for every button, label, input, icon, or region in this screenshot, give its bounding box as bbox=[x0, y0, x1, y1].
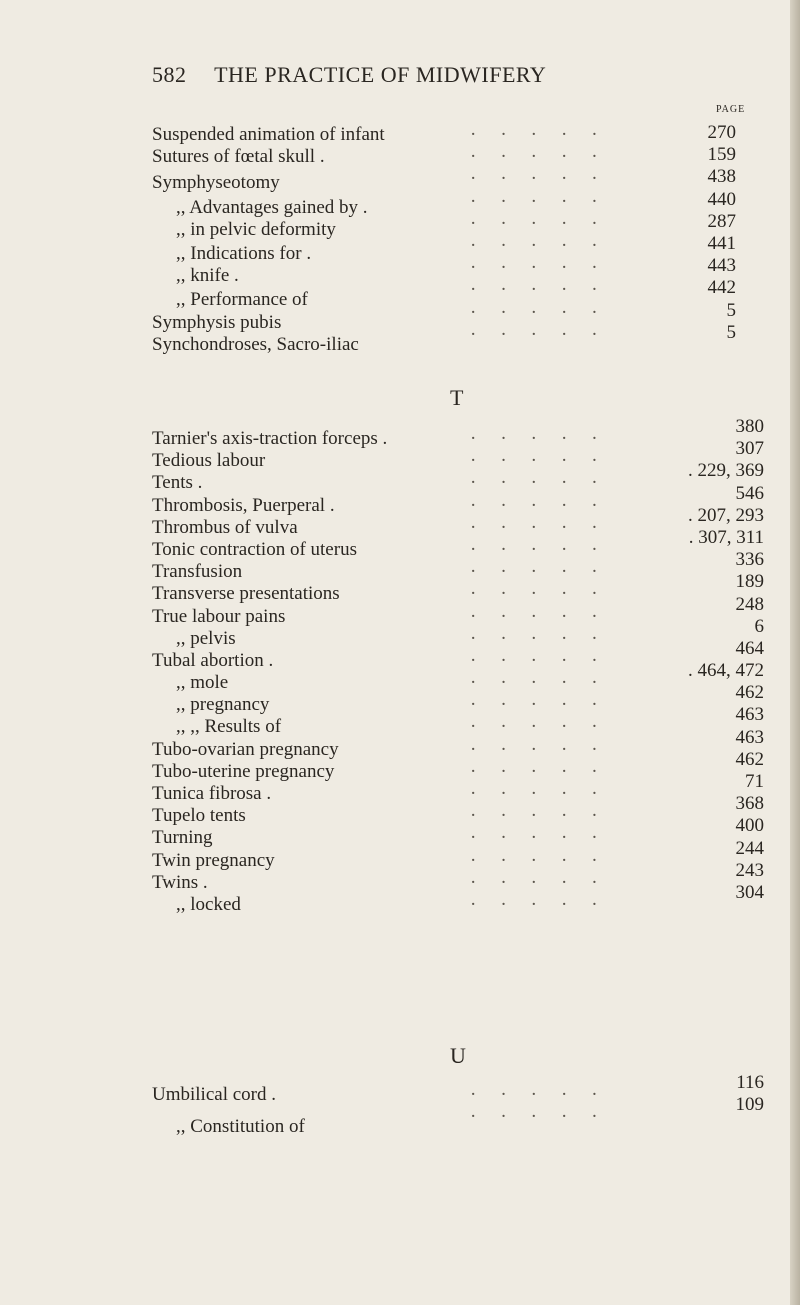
index-term: Thrombus of vulva bbox=[152, 516, 298, 538]
leader-dots: ····· bbox=[470, 538, 622, 560]
index-section-u bbox=[0, 1072, 790, 1138]
index-page-ref: 462 bbox=[735, 682, 764, 704]
index-term: Suspended animation of infant bbox=[152, 124, 385, 145]
index-page-ref: 6 bbox=[754, 615, 764, 637]
index-entry bbox=[0, 146, 790, 168]
index-term: Tonic contraction of uterus bbox=[152, 538, 357, 560]
index-page-ref: 307 bbox=[735, 438, 764, 460]
leader-dots: ····· bbox=[470, 694, 622, 716]
index-page-ref: 5 bbox=[726, 299, 736, 321]
leader-dots: ····· bbox=[470, 450, 622, 472]
index-page-ref: 248 bbox=[735, 593, 764, 615]
index-entry bbox=[0, 166, 790, 194]
leader-dots: ····· bbox=[470, 583, 622, 605]
index-entry bbox=[0, 188, 790, 218]
leader-dots: ····· bbox=[470, 190, 622, 212]
index-page-ref: 5 bbox=[726, 321, 736, 343]
index-term: ,, Indications for . bbox=[176, 242, 312, 264]
book-title: THE PRACTICE OF MIDWIFERY bbox=[214, 62, 547, 87]
index-term: Thrombosis, Puerperal . bbox=[152, 494, 335, 516]
index-term: Symphyseotomy bbox=[152, 172, 280, 194]
leader-dots: ····· bbox=[470, 805, 622, 827]
index-entry bbox=[0, 124, 790, 146]
index-page-ref: 71 bbox=[745, 771, 764, 792]
leader-dots: ····· bbox=[470, 323, 622, 345]
index-page-ref: 159 bbox=[707, 144, 736, 166]
index-term: Tunica fibrosa . bbox=[152, 783, 272, 804]
index-term: Synchondroses, Sacro-iliac bbox=[152, 333, 359, 355]
leader-dots: ····· bbox=[470, 301, 622, 323]
index-entry bbox=[0, 1072, 790, 1106]
index-page-ref: 380 bbox=[735, 416, 764, 437]
leader-dots: ····· bbox=[470, 627, 622, 649]
index-term: Tubal abortion . bbox=[152, 649, 274, 671]
index-term: ,, pregnancy bbox=[176, 694, 270, 716]
section-letter-u: U bbox=[450, 1043, 466, 1068]
index-term: Symphysis pubis bbox=[152, 311, 282, 333]
section-letter-t: T bbox=[450, 385, 464, 410]
index-page-ref: 463 bbox=[735, 704, 764, 726]
index-term: True labour pains bbox=[152, 605, 286, 627]
page-number: 582 bbox=[152, 62, 187, 87]
index-term: ,, knife . bbox=[176, 265, 239, 287]
index-page-ref: 443 bbox=[707, 255, 736, 277]
running-header bbox=[152, 62, 546, 88]
index-term: Tents . bbox=[152, 472, 203, 494]
index-page-ref: 243 bbox=[735, 859, 764, 881]
page-column-label: PAGE bbox=[716, 104, 746, 115]
index-page-ref: 189 bbox=[735, 571, 764, 593]
index-page-ref: 463 bbox=[735, 726, 764, 748]
index-term: Umbilical cord . bbox=[152, 1084, 276, 1105]
index-page-ref: 400 bbox=[735, 815, 764, 837]
index-entry bbox=[0, 277, 790, 311]
leader-dots: ····· bbox=[470, 257, 622, 279]
index-term: Transfusion bbox=[152, 561, 243, 583]
index-term: Tubo-ovarian pregnancy bbox=[152, 738, 339, 760]
index-page-ref: 462 bbox=[735, 748, 764, 770]
leader-dots: ····· bbox=[470, 212, 622, 234]
leader-dots: ····· bbox=[470, 234, 622, 256]
index-page-ref: 109 bbox=[735, 1094, 764, 1116]
index-term: ,, in pelvic deformity bbox=[176, 218, 336, 240]
index-page-ref: . 464, 472 bbox=[688, 660, 764, 682]
index-term: ,, pelvis bbox=[176, 627, 236, 649]
index-page-ref: . 307, 311 bbox=[688, 526, 764, 548]
index-page-ref: 287 bbox=[707, 210, 736, 232]
leader-dots: ····· bbox=[470, 672, 622, 694]
leader-dots: ····· bbox=[470, 472, 622, 494]
leader-dots: ····· bbox=[470, 827, 622, 849]
index-term: ,, Constitution of bbox=[176, 1116, 305, 1138]
leader-dots: ····· bbox=[470, 168, 622, 190]
index-term: Twin pregnancy bbox=[152, 849, 275, 871]
index-entry bbox=[0, 416, 790, 450]
leader-dots: ····· bbox=[470, 124, 622, 145]
index-page-ref: 464 bbox=[735, 637, 764, 659]
index-page-ref: . 207, 293 bbox=[688, 504, 764, 526]
index-term: Transverse presentations bbox=[152, 583, 340, 605]
index-entry bbox=[0, 255, 790, 287]
index-term: Turning bbox=[152, 827, 213, 849]
index-page-ref: 440 bbox=[707, 188, 736, 210]
index-term: Tubo-uterine pregnancy bbox=[152, 760, 335, 782]
index-page-ref: 304 bbox=[735, 881, 764, 903]
index-page-ref: 546 bbox=[735, 482, 764, 504]
index-term: ,, Performance of bbox=[176, 289, 308, 311]
index-term: ,, ,, Results of bbox=[176, 716, 282, 738]
index-term: ,, Advantages gained by . bbox=[176, 196, 368, 218]
page-edge bbox=[790, 0, 800, 1305]
index-term: Tupelo tents bbox=[152, 805, 246, 827]
leader-dots: ····· bbox=[470, 516, 622, 538]
index-page-ref: 270 bbox=[707, 122, 736, 143]
index-entry bbox=[0, 232, 790, 264]
leader-dots: ····· bbox=[470, 428, 622, 449]
index-page-ref: 368 bbox=[735, 793, 764, 815]
index-page-ref: 441 bbox=[707, 232, 736, 254]
index-term: Tarnier's axis-traction forceps . bbox=[152, 428, 388, 449]
index-page-ref: 438 bbox=[707, 166, 736, 188]
index-page-ref: 116 bbox=[736, 1072, 764, 1093]
leader-dots: ····· bbox=[470, 760, 622, 782]
index-term: Sutures of fœtal skull . bbox=[152, 146, 325, 168]
leader-dots: ····· bbox=[470, 849, 622, 871]
index-term: Tedious labour bbox=[152, 450, 266, 472]
leader-dots: ····· bbox=[470, 1084, 622, 1105]
index-page-ref: 442 bbox=[707, 277, 736, 299]
leader-dots: ····· bbox=[470, 871, 622, 893]
leader-dots: ····· bbox=[470, 649, 622, 671]
index-term: ,, mole bbox=[176, 672, 229, 694]
leader-dots: ····· bbox=[470, 716, 622, 738]
leader-dots: ····· bbox=[470, 1106, 622, 1128]
index-entry bbox=[0, 210, 790, 240]
leader-dots: ····· bbox=[470, 561, 622, 583]
index-page-ref: 244 bbox=[735, 837, 764, 859]
leader-dots: ····· bbox=[470, 893, 622, 915]
leader-dots: ····· bbox=[470, 605, 622, 627]
leader-dots: ····· bbox=[470, 494, 622, 516]
index-page-ref: 336 bbox=[735, 549, 764, 571]
index-page-ref: . 229, 369 bbox=[688, 460, 764, 482]
leader-dots: ····· bbox=[470, 279, 622, 301]
index-term: Twins . bbox=[152, 871, 208, 893]
index-section-s bbox=[0, 122, 790, 355]
leader-dots: ····· bbox=[470, 738, 622, 760]
leader-dots: ····· bbox=[470, 146, 622, 168]
leader-dots: ····· bbox=[470, 783, 622, 804]
index-term: ,, locked bbox=[176, 893, 241, 915]
index-section-t bbox=[0, 416, 790, 916]
